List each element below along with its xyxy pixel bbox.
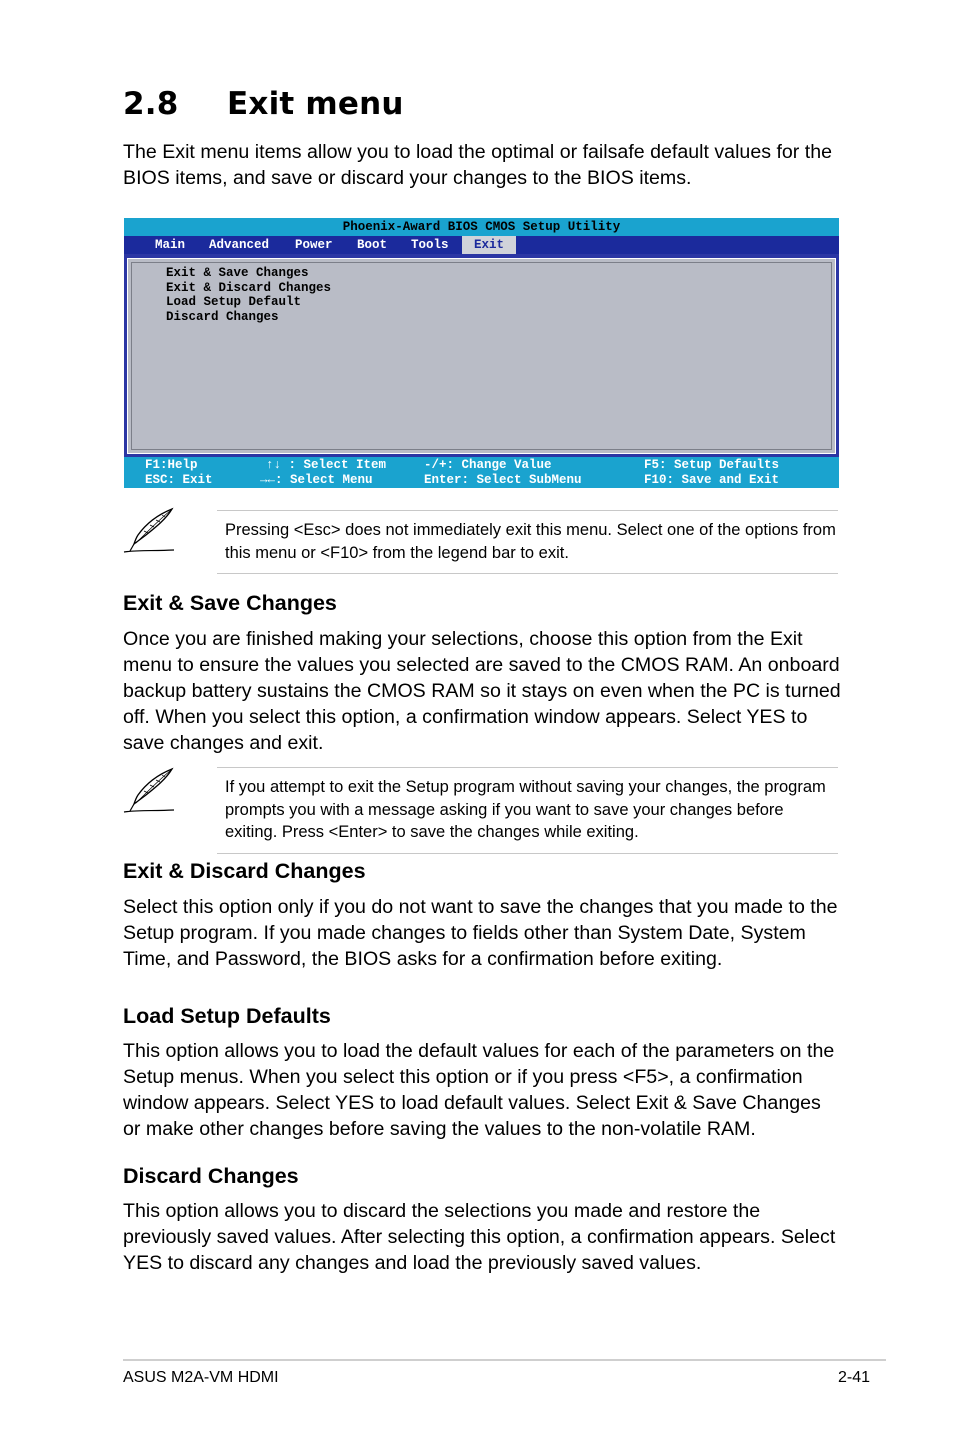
bios-tab-power[interactable]: Power: [295, 238, 333, 252]
legend-select-submenu: Enter: Select SubMenu: [424, 473, 582, 487]
heading-exit-discard: Exit & Discard Changes: [123, 859, 366, 883]
note-pen-icon: [122, 507, 176, 553]
footer-divider: [123, 1359, 886, 1361]
bios-tab-exit[interactable]: Exit: [462, 236, 516, 254]
bios-title-bar: Phoenix-Award BIOS CMOS Setup Utility: [124, 218, 839, 236]
footer-page-number: 2-41: [838, 1369, 871, 1386]
note2-divider-top: [217, 767, 838, 768]
note-divider-bottom: [217, 573, 838, 574]
body-discard: This option allows you to discard the selections you made and restore the previously saved values. After selecting this option, a confirmation appears. Select YES to discard any changes and load the previously saved values.: [123, 1200, 836, 1274]
bios-content-panel: [127, 258, 836, 454]
legend-select-item: ↑↓ : Select Item: [266, 458, 387, 472]
bios-tab-tools[interactable]: Tools: [411, 238, 449, 252]
heading-discard: Discard Changes: [123, 1164, 299, 1188]
legend-f10-save: F10: Save and Exit: [644, 473, 780, 487]
legend-select-menu: →←: Select Menu: [260, 473, 373, 487]
note-save-prompt: If you attempt to exit the Setup program without saving your changes, the program prompts you with a message asking if you want to save your changes before exiting. Press <Enter> to save the changes while exiting.: [225, 778, 826, 841]
legend-f1-help: F1:Help: [145, 458, 198, 472]
bios-tab-advanced[interactable]: Advanced: [209, 238, 270, 252]
section-title: Exit menu: [227, 86, 404, 122]
legend-change-value: -/+: Change Value: [424, 458, 552, 472]
section-number: 2.8: [123, 86, 179, 122]
body-exit-save: Once you are finished making your selections, choose this option from the Exit menu to ensure the values you selected are saved to the CMOS RAM. An onboard backup battery sustains the CMOS RAM so it stays on even when the PC is turned off. When you select this option, a confirmation window appears. Select YES to save changes and exit.: [123, 628, 841, 754]
bios-legend-bar: [124, 457, 839, 488]
page-title: [123, 86, 404, 122]
bios-screen: [124, 218, 839, 488]
bios-item-exit-save[interactable]: Exit & Save Changes: [166, 266, 309, 280]
body-load-defaults: This option allows you to load the default values for each of the parameters on the Setup menus. When you select this option or if you press <F5>, a confirmation window appears. Select YES to load default values. Select Exit & Save Changes or make other changes before saving the values to the non-volatile RAM.: [123, 1040, 835, 1140]
footer-product: ASUS M2A-VM HDMI: [123, 1369, 279, 1386]
bios-tab-main[interactable]: Main: [155, 238, 186, 252]
bios-item-exit-discard[interactable]: Exit & Discard Changes: [166, 280, 332, 295]
bios-item-discard[interactable]: Discard Changes: [166, 309, 279, 324]
bios-item-load-default[interactable]: Load Setup Default: [166, 295, 302, 309]
note-esc: Pressing <Esc> does not immediately exit this menu. Select one of the options from this menu or <F10> from the legend bar to exit.: [225, 521, 836, 562]
note2-pen-icon: [122, 767, 176, 813]
legend-f5-defaults: F5: Setup Defaults: [644, 458, 780, 472]
body-exit-discard: Select this option only if you do not want to save the changes that you made to the Setup program. If you made changes to fields other than System Date, System Time, and Password, the BIOS asks for a confirmation before exiting.: [123, 896, 838, 970]
heading-exit-save: Exit & Save Changes: [123, 591, 337, 615]
legend-esc-exit: ESC: Exit: [145, 473, 213, 487]
intro-paragraph: The Exit menu items allow you to load the optimal or failsafe default values for the BIOS items, and save or discard your changes to the BIOS items.: [123, 141, 833, 189]
note-divider-top: [217, 510, 838, 511]
note2-divider-bottom: [217, 853, 838, 854]
bios-menu-bar: [124, 236, 839, 254]
bios-tab-boot[interactable]: Boot: [357, 238, 388, 252]
heading-load-defaults: Load Setup Defaults: [123, 1004, 331, 1028]
